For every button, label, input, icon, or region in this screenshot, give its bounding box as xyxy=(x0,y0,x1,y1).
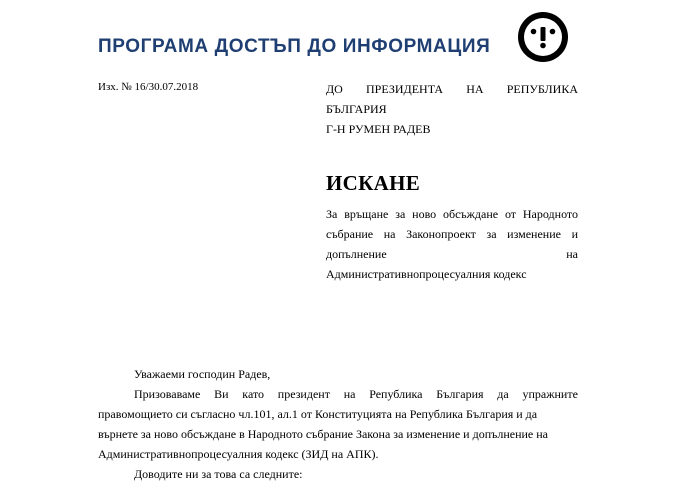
subject-word: изменение xyxy=(507,227,561,241)
subject-word: от xyxy=(504,207,517,221)
addressee-block xyxy=(326,79,578,139)
reasons-intro: Доводите ни за това са следните: xyxy=(134,467,303,481)
subject-line-4: Административнопроцесуалния кодекс xyxy=(326,267,527,281)
subject-word: връщане xyxy=(344,207,389,221)
paragraph-1-line-1 xyxy=(98,384,578,404)
subject-word: Народното xyxy=(522,207,578,221)
subject-word: обсъждане xyxy=(443,207,499,221)
subject-word: ново xyxy=(412,207,437,221)
addressee-word: ДО xyxy=(326,82,343,96)
addressee-line-1 xyxy=(326,79,578,99)
body-word: на xyxy=(343,387,356,401)
paragraph-1-line-2: правомощието си съгласно чл.101, ал.1 от Конституцията на Република България и да xyxy=(98,407,538,421)
aip-logo-icon xyxy=(514,8,572,66)
body-word: да xyxy=(497,387,509,401)
subject-line-2 xyxy=(326,224,578,244)
body-word: Призоваваме xyxy=(134,387,201,401)
addressee-line-3: Г-Н РУМЕН РАДЕВ xyxy=(326,122,431,136)
paragraph-1-line-4: Административнопроцесуалния кодекс (ЗИД на АПК). xyxy=(98,447,379,461)
subject-word: за xyxy=(486,227,497,241)
subject-word: на xyxy=(566,247,578,261)
addressee-line-2: БЪЛГАРИЯ xyxy=(326,102,387,116)
subject-word: Законопроект xyxy=(406,227,476,241)
subject-word: събрание xyxy=(326,227,374,241)
subject-word: допълнение xyxy=(326,247,387,261)
body-word: като xyxy=(242,387,265,401)
addressee-word: НА xyxy=(466,82,484,96)
subject-line-3 xyxy=(326,244,578,264)
subject-word: За xyxy=(326,207,338,221)
body-word: България xyxy=(436,387,484,401)
subject-word: на xyxy=(383,227,396,241)
organization-title: ПРОГРАМА ДОСТЪП ДО ИНФОРМАЦИЯ xyxy=(98,36,491,57)
body-word: упражните xyxy=(522,387,578,401)
addressee-word: ПРЕЗИДЕНТА xyxy=(366,82,444,96)
subject-line-1 xyxy=(326,204,578,224)
addressee-word: РЕПУБЛИКА xyxy=(506,82,578,96)
outgoing-reference-number: Изх. № 16/30.07.2018 xyxy=(98,81,199,93)
body-word: Ви xyxy=(214,387,229,401)
subject-word: и xyxy=(571,227,578,241)
paragraph-1-line-3: върнете за ново обсъждане в Народното събрание Закона за изменение и допълнение на xyxy=(98,427,548,441)
document-title: ИСКАНЕ xyxy=(326,171,421,195)
body-word: Република xyxy=(369,387,423,401)
salutation: Уважаеми господин Радев, xyxy=(134,367,271,381)
subject-block xyxy=(326,204,578,284)
body-word: президент xyxy=(277,387,330,401)
subject-word: за xyxy=(395,207,406,221)
letter-body xyxy=(98,364,578,484)
